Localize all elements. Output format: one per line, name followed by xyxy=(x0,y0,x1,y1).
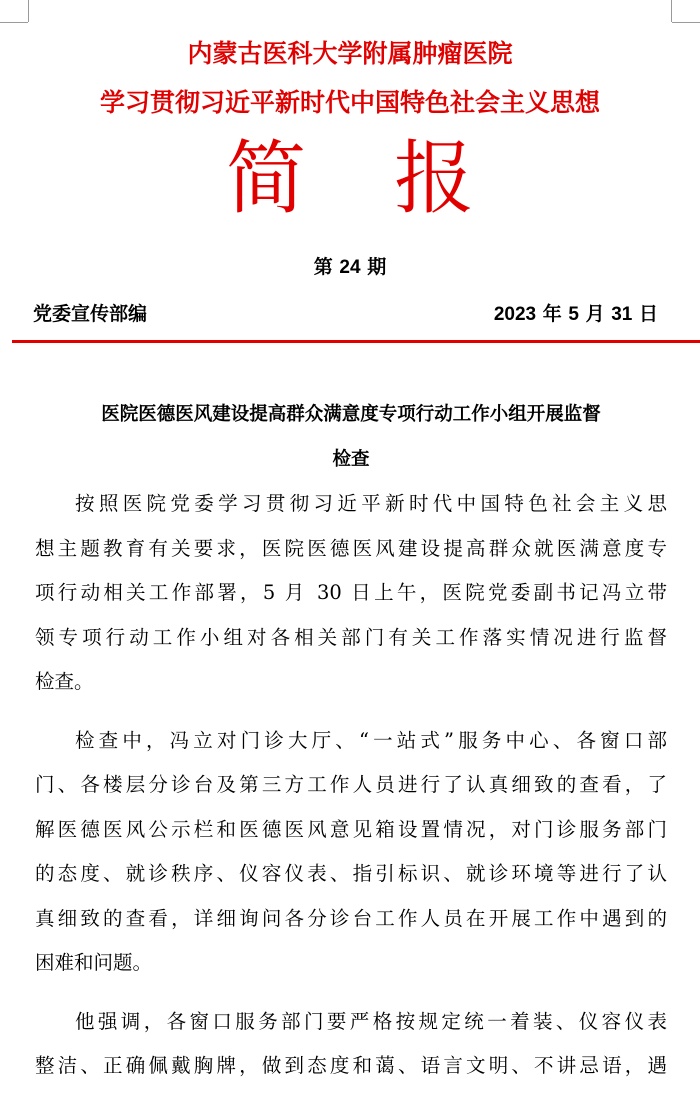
masthead-char-2: 报 xyxy=(394,132,474,225)
masthead xyxy=(0,124,700,234)
date-year-char: 年 xyxy=(542,303,562,325)
article-paragraph xyxy=(35,482,667,705)
issue-prefix: 第 xyxy=(313,256,333,278)
bulletin-subtitle: 学习贯彻习近平新时代中国特色社会主义思想 xyxy=(99,88,600,117)
editor-department: 党委宣传部编 xyxy=(33,303,148,325)
date-month-char: 月 xyxy=(585,303,605,325)
crop-mark-top-right-vertical xyxy=(671,0,672,22)
paragraph-line: 他强调，各窗口服务部门要严格按规定统一着装、仪容仪表 xyxy=(75,1009,667,1033)
paragraph-line: 想主题教育有关要求，医院医德医风建设提高群众就医满意度专 xyxy=(35,536,667,560)
masthead-char-1: 简 xyxy=(226,132,306,225)
article-title-line-1: 医院医德医风建设提高群众满意度专项行动工作小组开展监督 xyxy=(101,404,601,425)
paragraph-line: 解医德医风公示栏和医德医风意见箱设置情况，对门诊服务部门 xyxy=(35,817,667,841)
paragraph-line: 检查。 xyxy=(35,670,94,693)
article-body xyxy=(35,482,667,1093)
paragraph-line: 检查中，冯立对门诊大厅、“一站式”服务中心、各窗口部 xyxy=(75,728,667,752)
paragraph-line: 领专项行动工作小组对各相关部门有关工作落实情况进行监督 xyxy=(35,625,667,649)
publish-date xyxy=(494,299,658,326)
article-title-line-2: 检查 xyxy=(332,449,370,470)
date-day: 31 xyxy=(611,304,633,325)
issue-number-value: 24 xyxy=(339,257,361,278)
date-year: 2023 xyxy=(493,304,537,325)
paragraph-line: 门、各楼层分诊台及第三方工作人员进行了认真细致的查看，了 xyxy=(35,773,667,796)
article-paragraph xyxy=(35,719,667,986)
article-title xyxy=(35,392,667,482)
crop-mark-top-left-vertical xyxy=(28,0,29,22)
paragraph-line: 项行动相关工作部署，5 月 30 日上午，医院党委副书记冯立带 xyxy=(35,581,667,604)
organization-title: 内蒙古医科大学附属肿瘤医院 xyxy=(187,39,513,68)
date-month: 5 xyxy=(568,304,579,325)
paragraph-line: 真细致的查看，详细询问各分诊台工作人员在开展工作中遇到的 xyxy=(35,906,667,930)
paragraph-line: 按照医院党委学习贯彻习近平新时代中国特色社会主义思 xyxy=(75,492,667,515)
red-divider-line xyxy=(12,340,700,343)
crop-mark-top-right-horizontal xyxy=(672,22,700,23)
issue-number xyxy=(0,252,700,279)
crop-mark-top-left-horizontal xyxy=(0,22,28,23)
paragraph-line: 整洁、正确佩戴胸牌，做到态度和蔼、语言文明、不讲忌语，遇 xyxy=(35,1054,667,1077)
issue-suffix: 期 xyxy=(367,256,387,278)
paragraph-line: 的态度、就诊秩序、仪容仪表、指引标识、就诊环境等进行了认 xyxy=(35,862,667,885)
date-day-char: 日 xyxy=(638,303,658,325)
paragraph-line: 困难和问题。 xyxy=(35,951,153,974)
article-paragraph xyxy=(35,1000,667,1089)
